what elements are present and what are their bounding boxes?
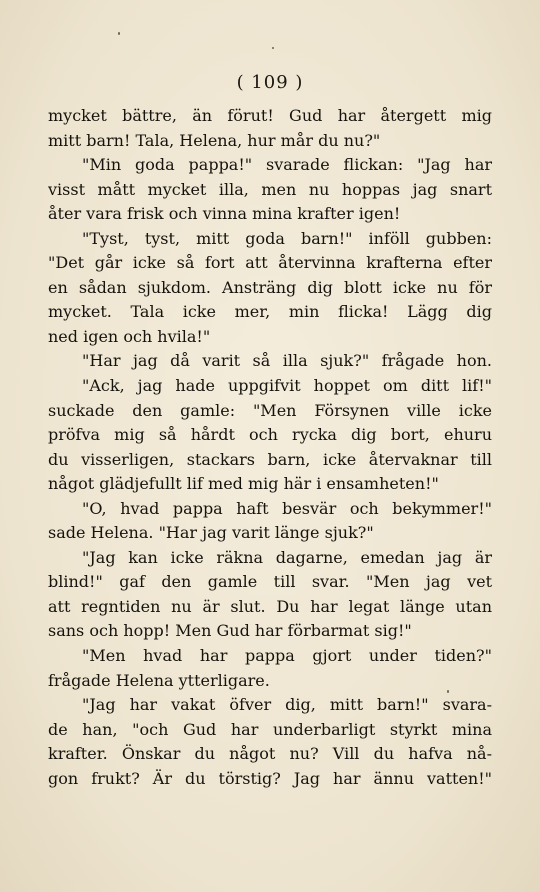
text-line: "Men hvad har pappa gjort under tiden?" xyxy=(82,646,492,666)
text-line: suckade den gamle: "Men Försynen ville icke xyxy=(48,400,492,420)
text-line: de han, "och Gud har underbarligt styrkt mina xyxy=(48,719,492,739)
paper-speck xyxy=(118,32,120,35)
text-line: "Jag kan icke räkna dagarne, emedan jag är xyxy=(82,547,492,567)
text-line: "Jag har vakat öfver dig, mitt barn!" svara- xyxy=(82,695,492,715)
text-line: mycket bättre, än förut! Gud har återgett mig xyxy=(48,106,492,125)
text-line: krafter. Önskar du något nu? Vill du hafva nå- xyxy=(48,744,492,764)
text-line: visst mått mycket illa, men nu hoppas jag snart xyxy=(48,179,492,199)
text-line: du visserligen, stackars barn, icke återvaknar till xyxy=(48,449,492,469)
text-line: frågade Helena ytterligare. xyxy=(48,670,270,690)
text-line: att regntiden nu är slut. Du har legat länge utan xyxy=(48,596,492,616)
paper-speck xyxy=(272,47,274,49)
text-line: pröfva mig så hårdt och rycka dig bort, ehuru xyxy=(48,425,492,445)
text-line: något glädjefullt lif med mig här i ensamheten!" xyxy=(48,474,439,494)
text-line: gon frukt? Är du törstig? Jag har ännu vatten!" xyxy=(48,768,492,788)
text-line: "Har jag då varit så illa sjuk?" frågade hon. xyxy=(82,351,492,371)
text-line: mycket. Tala icke mer, min flicka! Lägg dig xyxy=(48,302,492,322)
text-line: en sådan sjukdom. Ansträng dig blott icke nu för xyxy=(48,277,492,297)
text-line: sans och hopp! Men Gud har förbarmat sig!" xyxy=(48,621,412,641)
text-line: åter vara frisk och vinna mina krafter igen! xyxy=(48,204,401,224)
text-line: "Det går icke så fort att återvinna krafterna efter xyxy=(48,253,492,273)
body-text xyxy=(48,104,492,791)
text-line: mitt barn! Tala, Helena, hur mår du nu?" xyxy=(48,130,381,150)
text-line: ned igen och hvila!" xyxy=(48,326,211,346)
text-line: blind!" gaf den gamle till svar. "Men jag vet xyxy=(48,572,492,592)
text-line: "Tyst, tyst, mitt goda barn!" inföll gubben: xyxy=(82,228,492,248)
text-line: "Min goda pappa!" svarade flickan: "Jag har xyxy=(82,155,492,175)
text-line: "O, hvad pappa haft besvär och bekymmer!" xyxy=(82,498,492,518)
text-line: "Ack, jag hade uppgifvit hoppet om ditt lif!" xyxy=(82,376,492,396)
text-line: sade Helena. "Har jag varit länge sjuk?" xyxy=(48,523,374,543)
page-number: ( 109 ) xyxy=(236,72,304,93)
